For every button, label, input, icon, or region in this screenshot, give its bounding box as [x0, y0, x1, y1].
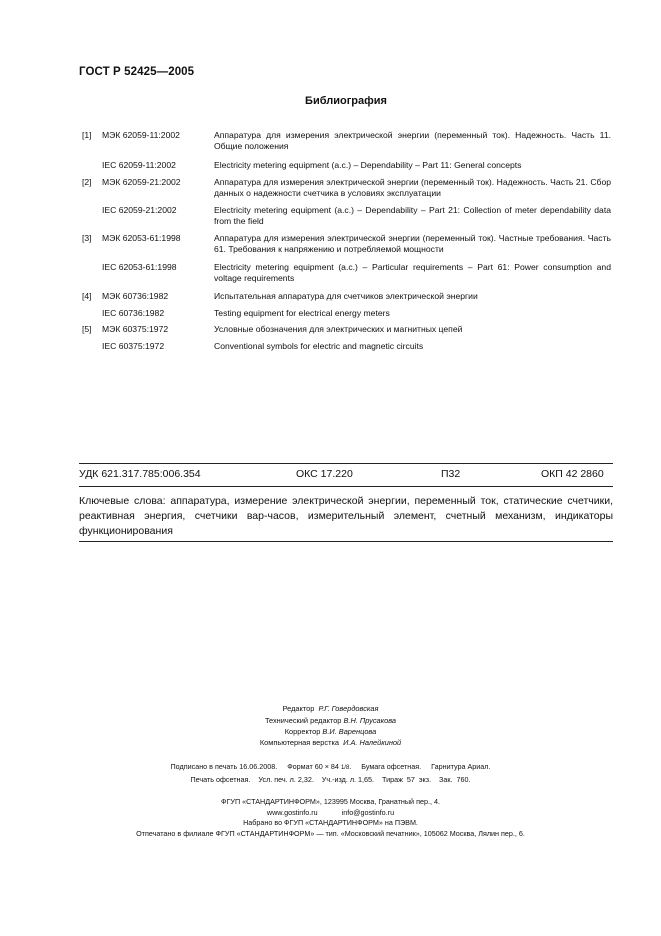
- bib-standard: IEC 62059-11:2002: [102, 160, 176, 170]
- paper-type: Бумага офсетная.: [361, 762, 422, 771]
- document-code: ГОСТ Р 52425—2005: [79, 66, 195, 78]
- bib-standard: МЭК 62059-21:2002: [102, 177, 181, 187]
- bib-standard: МЭК 60375:1972: [102, 324, 169, 334]
- publisher-line: ФГУП «СТАНДАРТИНФОРМ», 123995 Москва, Гранатный пер., 4.: [221, 797, 440, 806]
- oks-code: ОКС 17.220: [296, 468, 353, 480]
- contacts-line: [0, 808, 661, 818]
- bib-text: Аппаратура для измерения электрической энергии (переменный ток). Надежность. Часть 21. Сбор данных о надежности счетчика в условиях эксплуатации: [214, 177, 611, 198]
- classification-line: [0, 468, 661, 484]
- format-fraction: 1/8: [340, 765, 350, 771]
- editor-name: Р.Г. Говердовская: [318, 704, 379, 713]
- bib-standard: IEC 60375:1972: [102, 341, 165, 351]
- bib-standard: IEC 60736:1982: [102, 308, 165, 318]
- print-info-line: Печать офсетная. Усл. печ. л. 2,32. Уч.-изд. л. 1,65. Тираж 57 экз. Зак. 760.: [190, 775, 471, 784]
- group-code: П32: [441, 468, 461, 480]
- typeset-line: Набрано во ФГУП «СТАНДАРТИНФОРМ» на ПЭВМ.: [243, 818, 418, 827]
- proofreader-name: В.И. Варенцова: [322, 727, 377, 736]
- layout-line: [0, 738, 661, 748]
- bib-standard: МЭК 60736:1982: [102, 291, 169, 301]
- bib-number: [1]: [82, 130, 92, 140]
- bib-text: Testing equipment for electrical energy meters: [214, 308, 390, 318]
- proofreader-label: Корректор: [284, 727, 321, 736]
- bibliography-title: Библиография: [305, 95, 387, 107]
- signed-line: Подписано в печать 16.06.2008. Формат 60 × 84 1/8. Бумага офсетная. Гарнитура Ариал.: [170, 762, 491, 771]
- website-link[interactable]: www.gostinfo.ru: [266, 808, 318, 817]
- bib-text: Electricity metering equipment (a.c.) – Dependability – Part 21: Collection of meter dependability data from the field: [214, 205, 611, 226]
- bib-text: Electricity metering equipment (a.c.) – Dependability – Part 11: General concepts: [214, 160, 522, 170]
- email-link[interactable]: info@gostinfo.ru: [341, 808, 395, 817]
- layout-name: И.А. Налейкиной: [343, 738, 402, 747]
- middle-divider: [79, 486, 613, 487]
- tech-editor-label: Технический редактор: [264, 716, 342, 725]
- tech-editor-line: [0, 716, 661, 726]
- bib-text: Аппаратура для измерения электрической энергии (переменный ток). Надежность. Часть 11. Общие положения: [214, 130, 611, 151]
- bottom-divider: [79, 541, 613, 542]
- okp-code: ОКП 42 2860: [541, 468, 604, 480]
- bib-text: Electricity metering equipment (a.c.) – Particular requirements – Part 61: Power consumption and voltage requirements: [214, 262, 611, 283]
- tech-editor-name: В.Н. Прусакова: [343, 716, 397, 725]
- keywords-text: Ключевые слова: аппаратура, измерение электрической энергии, переменный ток, статические счетчики, реактивная энергия, счетчики вар-часов, измерительный элемент, счетный механизм, индикаторы функционирования: [79, 495, 613, 537]
- bib-standard: IEC 62059-21:2002: [102, 205, 177, 215]
- font-info: Гарнитура Ариал.: [431, 762, 491, 771]
- bib-standard: IEC 62053-61:1998: [102, 262, 177, 272]
- printed-line: Отпечатано в филиале ФГУП «СТАНДАРТИНФОРМ» — тип. «Московский печатник», 105062 Москва, Лялин пер., 6.: [136, 829, 525, 838]
- proofreader-line: [0, 727, 661, 737]
- format-value: Формат 60 × 84: [287, 762, 339, 771]
- bib-standard: МЭК 62053-61:1998: [102, 233, 181, 243]
- bib-standard: МЭК 62059-11:2002: [102, 130, 180, 140]
- bib-number: [2]: [82, 177, 92, 187]
- top-divider: [79, 463, 613, 464]
- bib-text: Испытательная аппаратура для счетчиков электрической энергии: [214, 291, 478, 301]
- signed-date: Подписано в печать 16.06.2008.: [170, 762, 278, 771]
- bib-number: [5]: [82, 324, 92, 334]
- bib-number: [4]: [82, 291, 92, 301]
- editor-line: [0, 704, 661, 714]
- bib-text: Условные обозначения для электрических и магнитных цепей: [214, 324, 463, 334]
- layout-label: Компьютерная верстка: [259, 738, 339, 747]
- udk-code: УДК 621.317.785:006.354: [79, 468, 201, 480]
- editor-label: Редактор: [282, 704, 315, 713]
- bib-text: Аппаратура для измерения электрической энергии (переменный ток). Частные требования. Часть 61. Требования к напряжению и потребляемой мощности: [214, 233, 611, 254]
- bib-text: Conventional symbols for electric and magnetic circuits: [214, 341, 424, 351]
- bib-number: [3]: [82, 233, 92, 243]
